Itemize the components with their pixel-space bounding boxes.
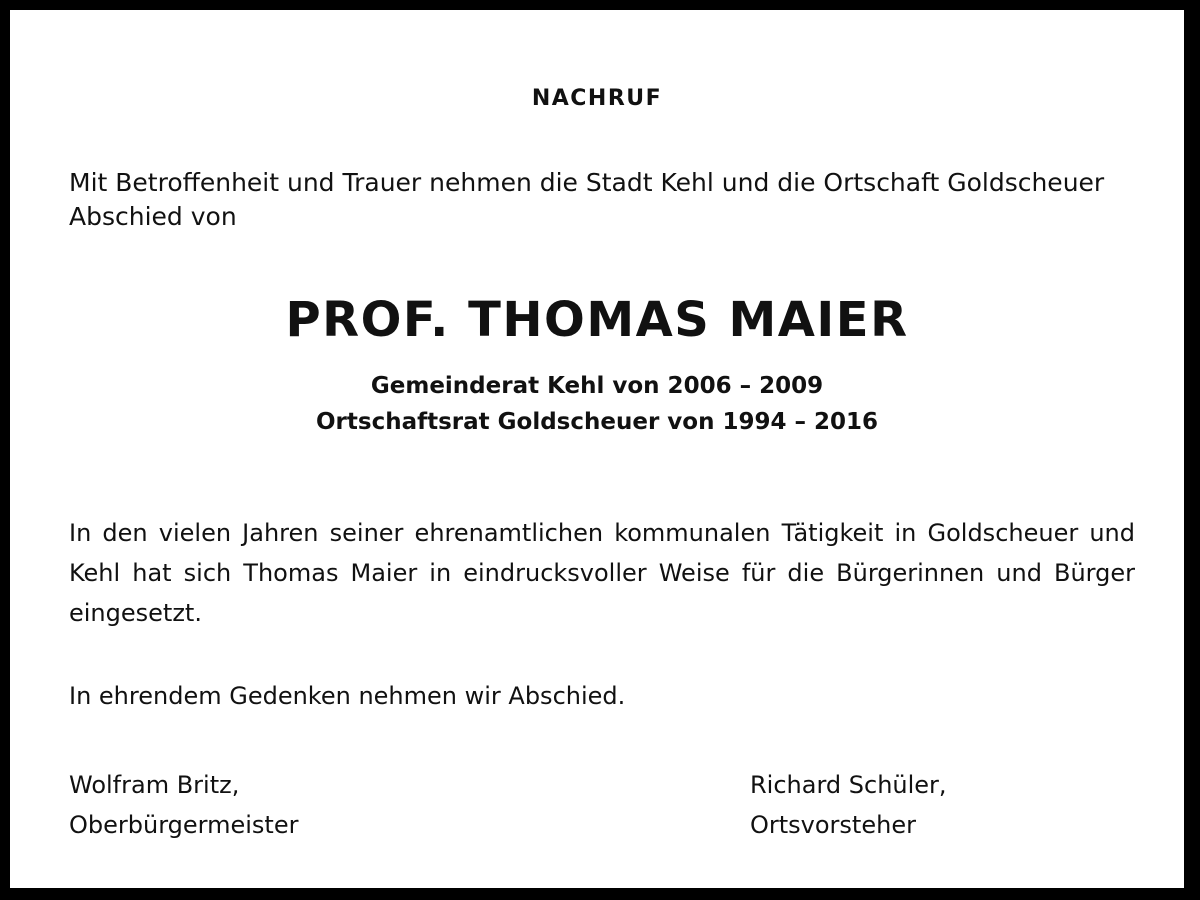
signatory-right [750, 765, 947, 845]
intro-paragraph: Mit Betroffenheit und Trauer nehmen die Stadt Kehl und die Ortschaft Goldscheuer Abschied von [69, 168, 1105, 231]
role-line: Gemeinderat Kehl von 2006 – 2009 [370, 373, 824, 399]
roles-block [10, 368, 1184, 440]
deceased-name: PROF. THOMAS MAIER [285, 292, 909, 348]
signatory-title: Ortsvorsteher [750, 811, 916, 839]
notice-heading: NACHRUF [531, 86, 663, 111]
signatory-name: Wolfram Britz, [69, 771, 240, 799]
closing-line: In ehrendem Gedenken nehmen wir Abschied. [69, 682, 626, 710]
role-line: Ortschaftsrat Goldscheuer von 1994 – 2016 [315, 409, 879, 435]
signatory-name: Richard Schüler, [750, 771, 947, 799]
signatory-title: Oberbürgermeister [69, 811, 299, 839]
tribute-paragraph: In den vielen Jahren seiner ehrenamtlichen kommunalen Tätigkeit in Goldscheuer und Kehl hat sich Thomas Maier in eindrucksvoller Weise für die Bürgerinnen und Bürger eingesetzt. [69, 519, 1135, 627]
signatory-left [69, 765, 298, 845]
obituary-notice [10, 10, 1184, 888]
